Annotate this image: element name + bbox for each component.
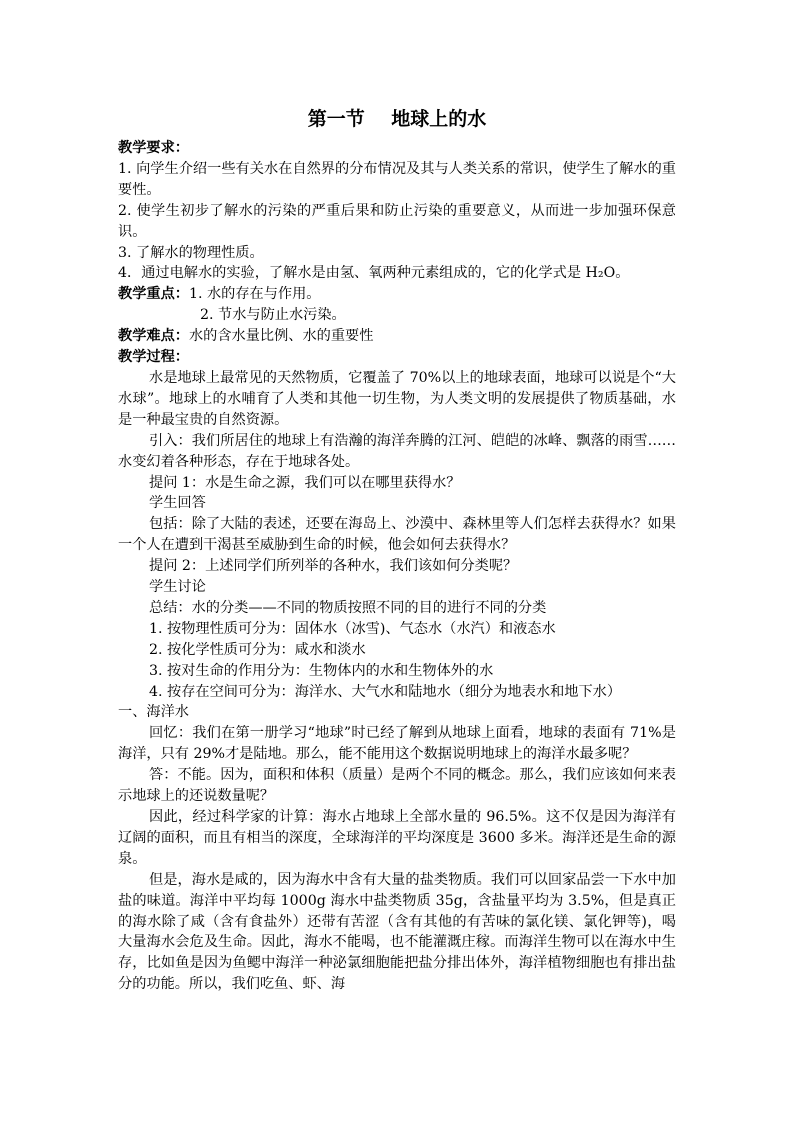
classification-item: 3. 按对生命的作用分为：生物体内的水和生物体外的水 xyxy=(149,662,494,679)
page-title: 第一节 地球上的水 xyxy=(307,108,487,130)
process-paragraph: 因此，经过科学家的计算：海水占地球上全部水量的 96.5%。这不仅是因为海洋有辽阔的面积，而且有相当的深度，全球海洋的平均深度是 3600 多米。海洋还是生命的源泉。 xyxy=(118,809,676,867)
process-paragraph: 总结：水的分类——不同的物质按照不同的目的进行不同的分类 xyxy=(149,599,547,616)
process-paragraph: 水是地球上最常见的天然物质，它覆盖了 70%以上的地球表面，地球可以说是个“大水球”。地球上的水哺育了人类和其他一切生物，为人类文明的发展提供了物质基础，水是一种最宝贵的自然资源。 xyxy=(118,369,676,428)
key-points xyxy=(118,284,676,305)
process-paragraph: 回忆：我们在第一册学习“地球”时已经了解到从地球上面看，地球的表面有 71%是海洋，只有 29%才是陆地。那么，能不能用这个数据说明地球上的海洋水最多呢？ xyxy=(118,725,676,763)
classification-item: 2. 按化学性质可分为：咸水和淡水 xyxy=(149,641,366,658)
process-paragraph: 提问 2：上述同学们所列举的各种水，我们该如何分类呢？ xyxy=(149,558,518,575)
process-paragraph: 学生回答 xyxy=(149,495,206,512)
process-paragraph: 答：不能。因为，面积和体积（质量）是两个不同的概念。那么，我们应该如何来表示地球上的还说数量呢？ xyxy=(118,767,676,805)
difficulty-text: 水的含水量比例、水的重要性 xyxy=(188,328,374,345)
requirement-item: 3. 了解水的物理性质。 xyxy=(118,244,264,261)
requirement-item: 1. 向学生介绍一些有关水在自然界的分布情况及其与人类关系的常识，使学生了解水的重要性。 xyxy=(118,160,676,198)
process-paragraph: 但是，海水是咸的，因为海水中含有大量的盐类物质。我们可以回家品尝一下水中加盐的味道。海洋中平均每 1000g 海水中盐类物质 35g，含盐量平均为 3.5%，但是真正的海水除了咸（含有食盐外）还带有苦涩（含有其他的有苦味的氯化镁、氯化钾等)，喝大量海水会危及生命。因此，海水不能喝，也不能灌溉庄稼。而海洋生物可以在海水中生存，比如鱼是因为鱼鳃中海洋一种泌氯细胞能把盐分排出体外，海洋植物细胞也有排出盐分的功能。所以，我们吃鱼、虾、海 xyxy=(118,871,676,993)
difficulty xyxy=(118,326,676,347)
process-paragraph: 学生讨论 xyxy=(149,579,206,596)
classification-item: 1. 按物理性质可分为：固体水（冰雪)、气态水（水汽）和液态水 xyxy=(149,620,556,637)
difficulty-heading: 教学难点： xyxy=(118,328,189,345)
key-point-item: 2. 节水与防止水污染。 xyxy=(200,307,346,324)
process-paragraph: 提问 1：水是生命之源，我们可以在哪里获得水？ xyxy=(149,474,461,491)
document-page xyxy=(118,106,676,995)
requirement-item: 4．通过电解水的实验，了解水是由氢、氧两种元素组成的，它的化学式是 H₂O。 xyxy=(118,265,630,282)
requirement-item: 2. 使学生初步了解水的污染的严重后果和防止污染的重要意义，从而进一步加强环保意识。 xyxy=(118,202,676,240)
key-points-heading: 教学重点： xyxy=(118,286,189,303)
key-point-item: 1. 水的存在与作用。 xyxy=(188,286,321,303)
process-paragraph: 引入：我们所居住的地球上有浩瀚的海洋奔腾的江河、皑皑的冰峰、飘落的雨雪……水变幻着各种形态，存在于地球各处。 xyxy=(118,432,676,470)
process-paragraph: 包括：除了大陆的表述，还要在海岛上、沙漠中、森林里等人们怎样去获得水？如果一个人在遭到干渴甚至威胁到生命的时候，他会如何去获得水？ xyxy=(118,516,676,554)
section-heading: 一、海洋水 xyxy=(118,704,189,721)
classification-item: 4. 按存在空间可分为：海洋水、大气水和陆地水（细分为地表水和地下水） xyxy=(149,683,622,700)
requirements-heading: 教学要求： xyxy=(118,140,189,156)
process-heading: 教学过程： xyxy=(118,349,189,366)
